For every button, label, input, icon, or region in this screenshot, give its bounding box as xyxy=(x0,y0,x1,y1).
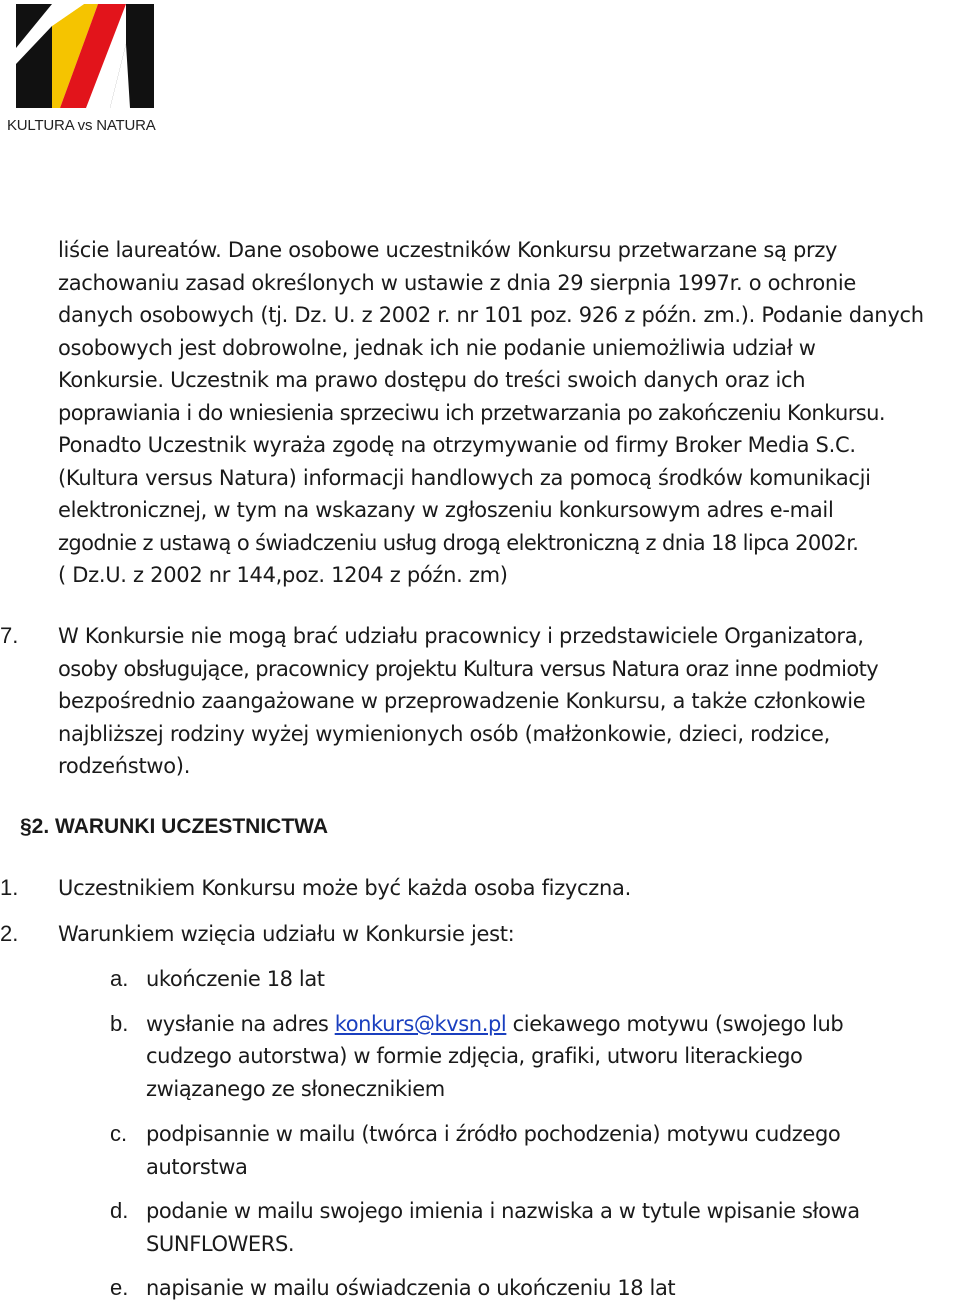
text-line: najbliższej rodziny wyżej wymienionych osób (małżonkowie, dzieci, rodzice, xyxy=(58,722,831,746)
sub-item-letter: c. xyxy=(110,1121,128,1146)
text-line: podpisannie w mailu (twórca i źródło pochodzenia) motywu cudzego xyxy=(146,1122,841,1146)
text-line: autorstwa xyxy=(146,1155,248,1179)
text-line: Konkursie. Uczestnik ma prawo dostępu do treści swoich danych oraz ich xyxy=(58,368,806,392)
text-line: podanie w mailu swojego imienia i nazwiska a w tytule wpisanie słowa xyxy=(146,1199,860,1223)
text-line: osobowych jest dobrowolne, jednak ich nie podanie uniemożliwia udział w xyxy=(58,336,816,360)
text-line: Ponadto Uczestnik wyraża zgodę na otrzymywanie od firmy Broker Media S.C. xyxy=(58,433,856,457)
sub-item-letter: d. xyxy=(110,1198,129,1223)
email-link[interactable]: konkurs@kvsn.pl xyxy=(334,1012,507,1036)
section-heading: §2. WARUNKI UCZESTNICTWA xyxy=(20,815,329,838)
text-line: bezpośrednio zaangażowane w przeprowadzenie Konkursu, a także członkowie xyxy=(58,689,866,713)
text-line: Warunkiem wzięcia udziału w Konkursie jest: xyxy=(58,922,515,946)
item-number: 2. xyxy=(0,921,19,946)
sub-item-letter: b. xyxy=(110,1011,129,1036)
item-number: 7. xyxy=(0,623,19,648)
text-line: danych osobowych (tj. Dz. U. z 2002 r. nr 101 poz. 926 z późn. zm.). Podanie danych xyxy=(58,303,924,327)
text-line: osoby obsługujące, pracownicy projektu Kultura versus Natura oraz inne podmioty xyxy=(58,657,879,681)
text-line: SUNFLOWERS. xyxy=(146,1232,295,1256)
text-line: liście laureatów. Dane osobowe uczestników Konkursu przetwarzane są przy xyxy=(58,238,838,262)
sub-item-letter: a. xyxy=(110,966,129,991)
text-line: elektronicznej, w tym na wskazany w zgłoszeniu konkursowym adres e-mail xyxy=(58,498,834,522)
text-line: poprawiania i do wniesienia sprzeciwu ich przetwarzania po zakończeniu Konkursu. xyxy=(58,401,885,425)
logo-caption: KULTURA vs NATURA xyxy=(7,117,156,134)
text-line: zgodnie z ustawą o świadczeniu usług drogą elektroniczną z dnia 18 lipca 2002r. xyxy=(58,531,859,555)
text-line xyxy=(146,1008,843,1040)
text-line: rodzeństwo). xyxy=(58,754,191,778)
text-line: Uczestnikiem Konkursu może być każda osoba fizyczna. xyxy=(58,876,631,900)
text-line: związanego ze słonecznikiem xyxy=(146,1077,445,1101)
text-line: (Kultura versus Natura) informacji handlowych za pomocą środków komunikacji xyxy=(58,466,871,490)
text-line: ( Dz.U. z 2002 nr 144,poz. 1204 z późn. zm) xyxy=(58,563,508,587)
text-line: W Konkursie nie mogą brać udziału pracownicy i przedstawiciele Organizatora, xyxy=(58,624,864,648)
item-number: 1. xyxy=(0,875,19,900)
sub-item-letter: e. xyxy=(110,1275,129,1300)
text-line: cudzego autorstwa) w formie zdjęcia, grafiki, utworu literackiego xyxy=(146,1044,803,1068)
text-line: ukończenie 18 lat xyxy=(146,967,325,991)
text-span: ciekawego motywu (swojego lub xyxy=(506,1012,844,1036)
text-span: wysłanie na adres xyxy=(146,1012,335,1036)
text-line: napisanie w mailu oświadczenia o ukończeniu 18 lat xyxy=(146,1276,676,1300)
text-line: zachowaniu zasad określonych w ustawie z dnia 29 sierpnia 1997r. o ochronie xyxy=(58,271,857,295)
